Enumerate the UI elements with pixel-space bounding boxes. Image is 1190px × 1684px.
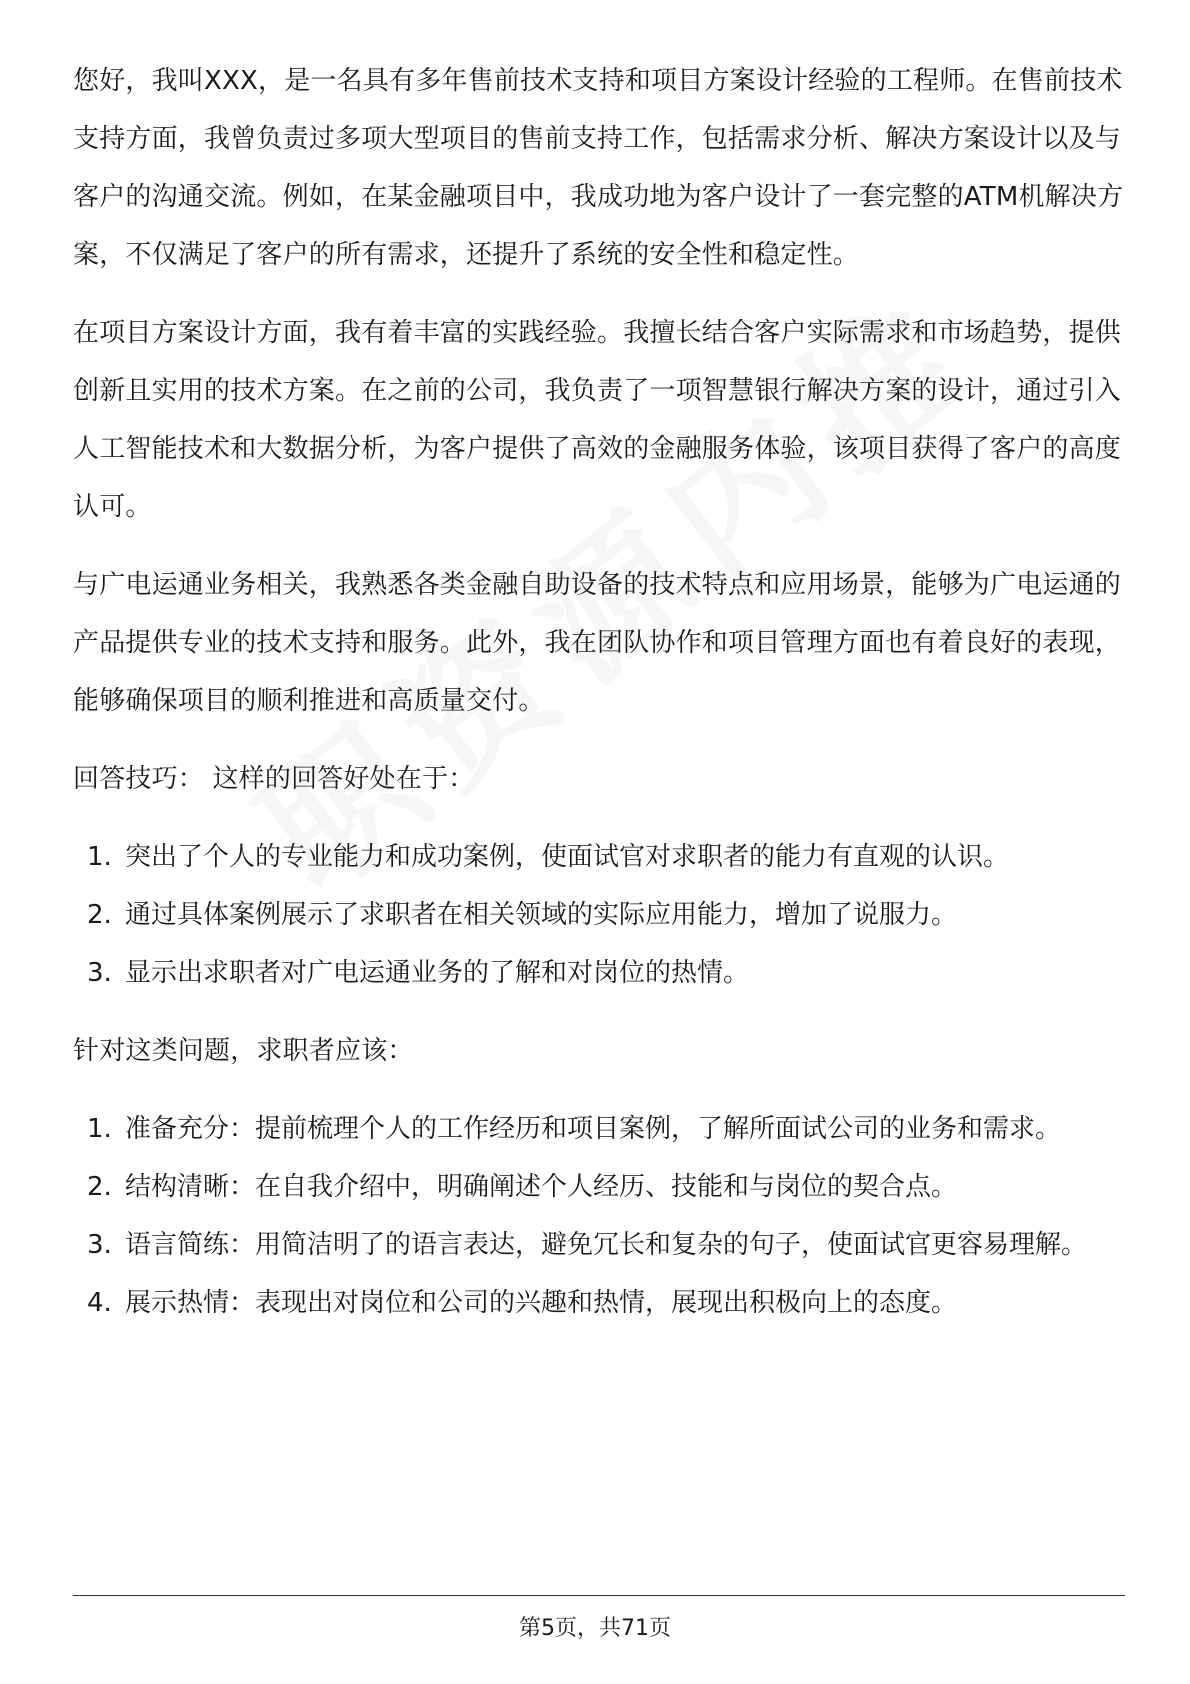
list-number: 2. xyxy=(87,900,112,930)
list-item xyxy=(73,1216,1125,1274)
list-number: 2. xyxy=(87,1172,112,1202)
list-item xyxy=(73,1100,1125,1158)
list-item-text: 语言简练：用简洁明了的语言表达，避免冗长和复杂的句子，使面试官更容易理解。 xyxy=(125,1230,1088,1260)
list-item-text: 结构清晰：在自我介绍中，明确阐述个人经历、技能和与岗位的契合点。 xyxy=(125,1172,958,1202)
list-number: 1. xyxy=(87,842,112,872)
paragraph-project-design: 在项目方案设计方面，我有着丰富的实践经验。我擅长结合客户实际需求和市场趋势，提供创新且实用的技术方案。在之前的公司，我负责了一项智慧银行解决方案的设计，通过引入人工智能技术和大数据分析，为客户提供了高效的金融服务体验，该项目获得了客户的高度认可。 xyxy=(73,318,1122,522)
list-item-text: 显示出求职者对广电运通业务的了解和对岗位的热情。 xyxy=(125,958,750,988)
paragraph-business-relevance: 与广电运通业务相关，我熟悉各类金融自助设备的技术特点和应用场景，能够为广电运通的产品提供专业的技术支持和服务。此外，我在团队协作和项目管理方面也有着良好的表现，能够确保项目的顺利推进和高质量交付。 xyxy=(73,570,1122,716)
list-number: 4. xyxy=(87,1288,112,1318)
list-item-text: 展示热情：表现出对岗位和公司的兴趣和热情，展现出积极向上的态度。 xyxy=(125,1288,958,1318)
list-number: 1. xyxy=(87,1114,112,1144)
list-item-text: 准备充分：提前梳理个人的工作经历和项目案例，了解所面试公司的业务和需求。 xyxy=(125,1114,1062,1144)
list-number: 3. xyxy=(87,958,112,988)
list-item xyxy=(73,828,1125,886)
list-item-text: 突出了个人的专业能力和成功案例，使面试官对求职者的能力有直观的认识。 xyxy=(125,842,1010,872)
list-item-text: 通过具体案例展示了求职者在相关领域的实际应用能力，增加了说服力。 xyxy=(125,900,958,930)
footer-divider xyxy=(73,1595,1125,1596)
list-item xyxy=(73,944,1125,1002)
advice-heading: 针对这类问题，求职者应该： xyxy=(73,1036,414,1066)
list-item xyxy=(73,1274,1125,1332)
list-item xyxy=(73,1158,1125,1216)
list-number: 3. xyxy=(87,1230,112,1260)
tips-list xyxy=(73,828,1125,1002)
document-body xyxy=(73,52,1125,1332)
tips-heading: 回答技巧： 这样的回答好处在于： xyxy=(73,764,475,794)
list-item xyxy=(73,886,1125,944)
page-number: 第5页，共71页 xyxy=(519,1616,671,1641)
paragraph-intro: 您好，我叫XXX，是一名具有多年售前技术支持和项目方案设计经验的工程师。在售前技术支持方面，我曾负责过多项大型项目的售前支持工作，包括需求分析、解决方案设计以及与客户的沟通交流。例如，在某金融项目中，我成功地为客户设计了一套完整的ATM机解决方案，不仅满足了客户的所有需求，还提升了系统的安全性和稳定性。 xyxy=(73,66,1124,270)
advice-list xyxy=(73,1100,1125,1332)
